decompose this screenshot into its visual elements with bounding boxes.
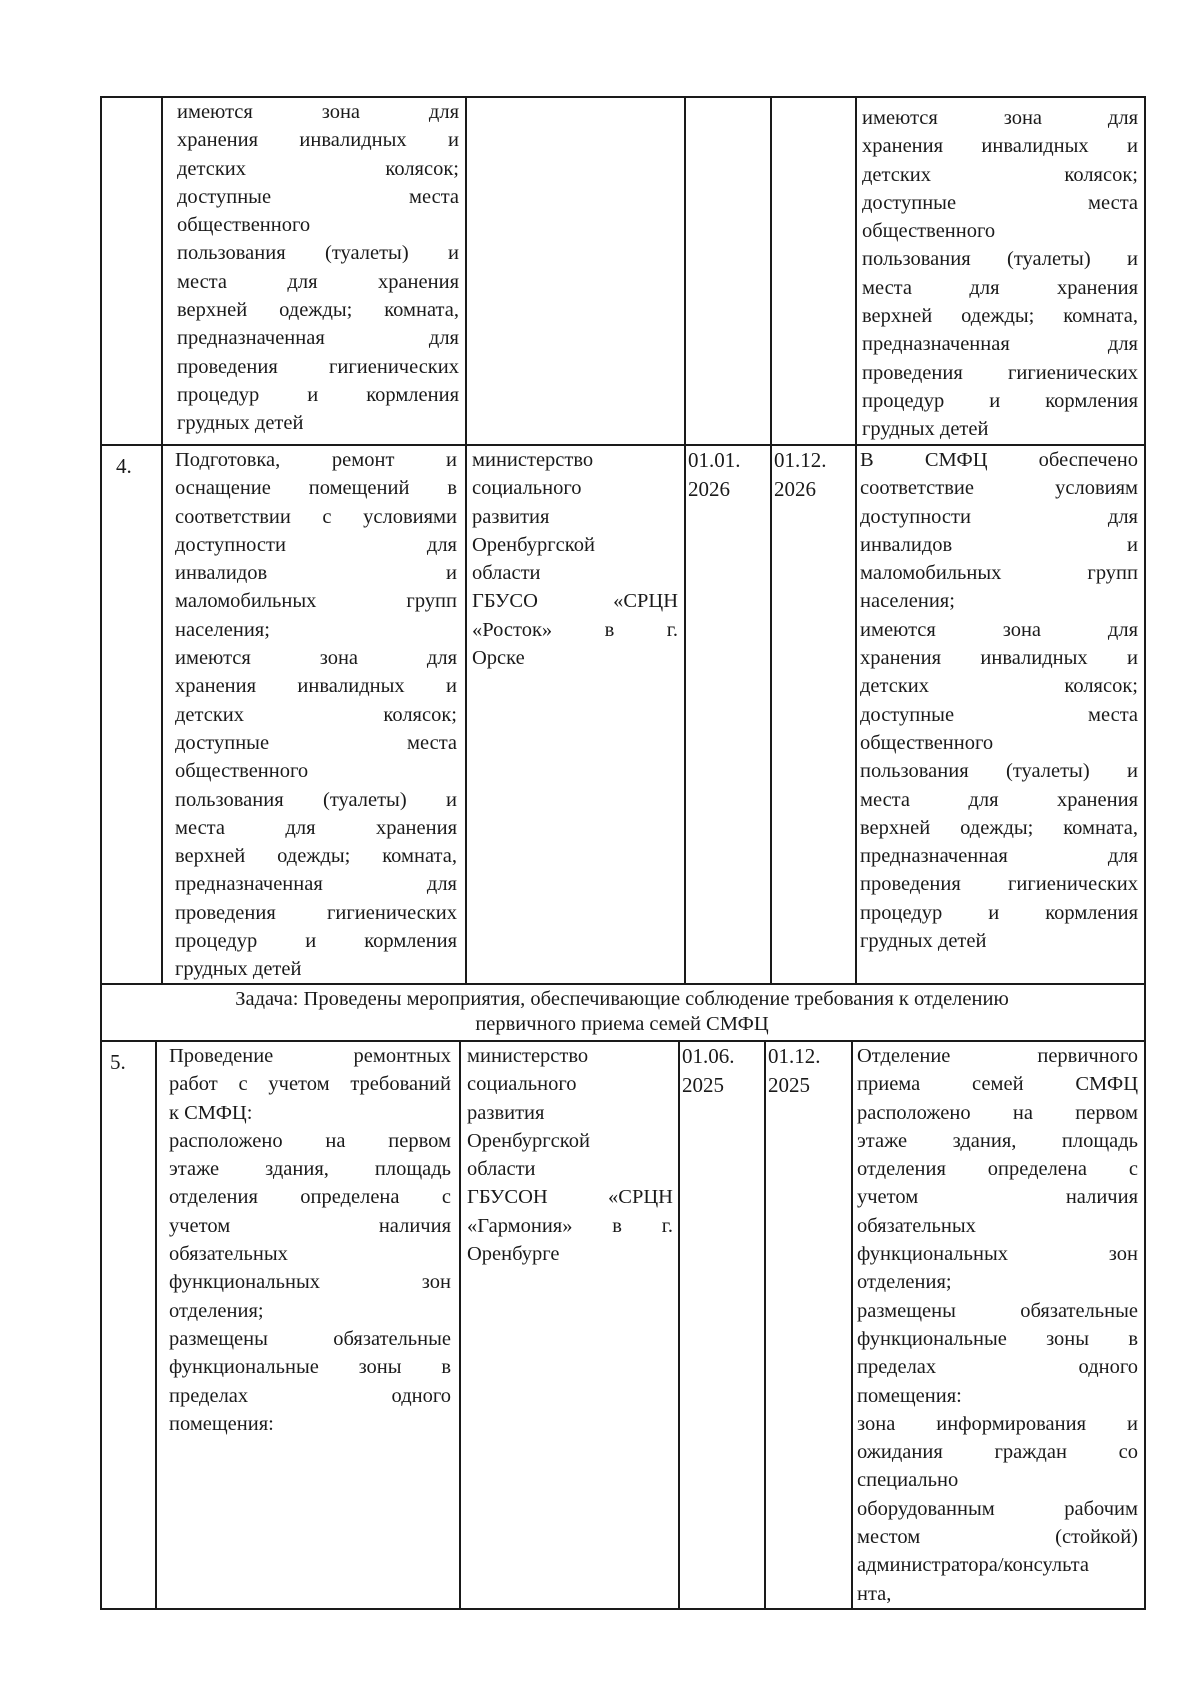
measure-line: детских колясок; bbox=[175, 703, 457, 726]
result-line: пользования (туалеты) и bbox=[860, 760, 1138, 783]
result-line: грудных детей bbox=[862, 418, 989, 441]
measure-line: верхней одежды; комната, bbox=[177, 299, 459, 322]
measure-line: к СМФЦ: bbox=[169, 1101, 253, 1124]
end-date-daymonth: 01.12. bbox=[768, 1044, 821, 1068]
task-heading-line: первичного приема семей СМФЦ bbox=[475, 1013, 769, 1035]
measure-cell-top bbox=[177, 98, 459, 438]
col-line-number-5 bbox=[155, 1040, 157, 1610]
measure-line: отделения определена с bbox=[169, 1186, 451, 1209]
measure-line: учетом наличия bbox=[169, 1214, 451, 1237]
result-line: общественного bbox=[862, 220, 996, 243]
measure-line: процедур и кормления bbox=[177, 383, 459, 406]
result-line: населения; bbox=[860, 590, 955, 613]
row-number-5: 5. bbox=[110, 1050, 126, 1074]
result-line: места для хранения bbox=[860, 788, 1138, 811]
result-line: хранения инвалидных и bbox=[862, 135, 1138, 158]
measure-line: маломобильных групп bbox=[175, 590, 457, 613]
measure-cell-4 bbox=[175, 446, 457, 984]
executor-line: развития bbox=[472, 505, 550, 528]
start-date-daymonth: 01.06. bbox=[682, 1044, 735, 1068]
measure-line: предназначенная для bbox=[175, 873, 457, 896]
result-line: верхней одежды; комната, bbox=[860, 816, 1138, 839]
measure-line: проведения гигиенических bbox=[175, 901, 457, 924]
executor-line: ГБУСОН «СРЦН bbox=[467, 1186, 673, 1209]
result-line: предназначенная для bbox=[860, 845, 1138, 868]
executor-line: Орске bbox=[472, 647, 525, 670]
col-line-measure bbox=[465, 96, 467, 984]
executor-line: «Гармония» в г. bbox=[467, 1214, 673, 1237]
table-bottom-border bbox=[100, 1608, 1146, 1610]
executor-line: Оренбургской bbox=[472, 533, 595, 556]
row-number-4: 4. bbox=[116, 454, 132, 478]
measure-line: помещения: bbox=[169, 1412, 274, 1435]
executor-line: «Росток» в г. bbox=[472, 618, 678, 641]
result-cell-5 bbox=[857, 1042, 1138, 1608]
executor-line: министерство bbox=[472, 449, 594, 471]
measure-line: обязательных bbox=[169, 1243, 288, 1266]
result-line: процедур и кормления bbox=[860, 901, 1138, 924]
executor-line: области bbox=[467, 1158, 536, 1181]
result-line: администратора/консульта bbox=[857, 1554, 1089, 1577]
measure-line: верхней одежды; комната, bbox=[175, 845, 457, 868]
task-heading-line: Задача: Проведены мероприятия, обеспечивающие соблюдение требования к отделению bbox=[235, 988, 1009, 1010]
measure-line: функциональных зон bbox=[169, 1271, 451, 1294]
result-line: ожидания граждан со bbox=[857, 1441, 1138, 1464]
result-line: детских колясок; bbox=[860, 675, 1138, 698]
result-cell-4 bbox=[860, 446, 1138, 955]
col-line-end bbox=[855, 96, 857, 984]
start-date-5 bbox=[682, 1042, 752, 1100]
result-line: доступности для bbox=[860, 505, 1138, 528]
task-heading bbox=[100, 987, 1144, 1037]
col-line-start-5 bbox=[764, 1040, 766, 1610]
measure-line: Проведение ремонтных bbox=[169, 1045, 451, 1067]
measure-line: доступные места bbox=[175, 731, 457, 754]
result-line: пользования (туалеты) и bbox=[862, 248, 1138, 271]
end-date-year: 2026 bbox=[774, 477, 816, 501]
measure-line: расположено на первом bbox=[169, 1129, 451, 1152]
executor-line: Оренбургской bbox=[467, 1129, 590, 1152]
end-date-year: 2025 bbox=[768, 1073, 810, 1097]
result-line: имеются зона для bbox=[862, 107, 1138, 129]
result-line: обязательных bbox=[857, 1214, 976, 1237]
executor-cell-5 bbox=[467, 1042, 673, 1268]
result-line: учетом наличия bbox=[857, 1186, 1138, 1209]
result-line: приема семей СМФЦ bbox=[857, 1073, 1138, 1096]
result-line: хранения инвалидных и bbox=[860, 647, 1138, 670]
result-line: отделения; bbox=[857, 1271, 952, 1294]
measure-line: хранения инвалидных и bbox=[177, 129, 459, 152]
start-date-4 bbox=[688, 446, 758, 504]
result-cell-top bbox=[862, 104, 1138, 444]
result-line: В СМФЦ обеспечено bbox=[860, 449, 1138, 471]
start-date-daymonth: 01.01. bbox=[688, 448, 741, 472]
result-line: проведения гигиенических bbox=[862, 361, 1138, 384]
executor-line: области bbox=[472, 562, 541, 585]
result-line: инвалидов и bbox=[860, 533, 1138, 556]
end-date-daymonth: 01.12. bbox=[774, 448, 827, 472]
result-line: проведения гигиенических bbox=[860, 873, 1138, 896]
result-line: общественного bbox=[860, 731, 994, 754]
measure-line: отделения; bbox=[169, 1299, 264, 1322]
result-line: функциональные зоны в bbox=[857, 1327, 1138, 1350]
measure-line: имеются зона для bbox=[177, 101, 459, 123]
measure-cell-5 bbox=[169, 1042, 451, 1438]
result-line: оборудованным рабочим bbox=[857, 1497, 1138, 1520]
measure-line: доступности для bbox=[175, 533, 457, 556]
executor-cell-4 bbox=[472, 446, 678, 672]
measure-line: предназначенная для bbox=[177, 327, 459, 350]
measure-line: общественного bbox=[177, 214, 311, 237]
result-line: пределах одного bbox=[857, 1356, 1138, 1379]
measure-line: места для хранения bbox=[177, 270, 459, 293]
result-line: процедур и кормления bbox=[862, 389, 1138, 412]
result-line: специально bbox=[857, 1469, 959, 1492]
executor-line: ГБУСО «СРЦН bbox=[472, 590, 678, 613]
measure-line: работ с учетом требований bbox=[169, 1073, 451, 1096]
result-line: этаже здания, площадь bbox=[857, 1129, 1138, 1152]
executor-line: социального bbox=[472, 477, 582, 500]
end-date-4 bbox=[774, 446, 844, 504]
result-line: нта, bbox=[857, 1582, 892, 1605]
col-line-end-5 bbox=[851, 1040, 853, 1610]
result-line: помещения: bbox=[857, 1384, 962, 1407]
result-line: детских колясок; bbox=[862, 163, 1138, 186]
result-line: размещены обязательные bbox=[857, 1299, 1138, 1322]
start-date-year: 2025 bbox=[682, 1073, 724, 1097]
measure-line: хранения инвалидных и bbox=[175, 675, 457, 698]
result-line: имеются зона для bbox=[860, 618, 1138, 641]
col-line-executor bbox=[684, 96, 686, 984]
measure-line: оснащение помещений в bbox=[175, 477, 457, 500]
end-date-5 bbox=[768, 1042, 838, 1100]
result-line: места для хранения bbox=[862, 276, 1138, 299]
result-line: функциональных зон bbox=[857, 1243, 1138, 1266]
measure-line: соответствии с условиями bbox=[175, 505, 457, 528]
result-line: предназначенная для bbox=[862, 333, 1138, 356]
measure-line: этаже здания, площадь bbox=[169, 1158, 451, 1181]
measure-line: доступные места bbox=[177, 185, 459, 208]
measure-line: места для хранения bbox=[175, 816, 457, 839]
col-line-executor-5 bbox=[678, 1040, 680, 1610]
measure-line: имеются зона для bbox=[175, 647, 457, 670]
measure-line: населения; bbox=[175, 618, 270, 641]
measure-line: пределах одного bbox=[169, 1384, 451, 1407]
result-line: отделения определена с bbox=[857, 1158, 1138, 1181]
measure-line: грудных детей bbox=[175, 958, 302, 981]
executor-line: министерство bbox=[467, 1045, 589, 1067]
result-line: Отделение первичного bbox=[857, 1045, 1138, 1067]
measure-line: пользования (туалеты) и bbox=[177, 242, 459, 265]
measure-line: инвалидов и bbox=[175, 562, 457, 585]
result-line: расположено на первом bbox=[857, 1101, 1138, 1124]
result-line: зона информирования и bbox=[857, 1412, 1138, 1435]
measure-line: общественного bbox=[175, 760, 309, 783]
col-line-left bbox=[100, 96, 102, 1610]
measure-line: размещены обязательные bbox=[169, 1327, 451, 1350]
measure-line: пользования (туалеты) и bbox=[175, 788, 457, 811]
start-date-year: 2026 bbox=[688, 477, 730, 501]
result-line: грудных детей bbox=[860, 930, 987, 953]
col-line-right bbox=[1144, 96, 1146, 1610]
result-line: маломобильных групп bbox=[860, 562, 1138, 585]
measure-line: детских колясок; bbox=[177, 157, 459, 180]
measure-line: процедур и кормления bbox=[175, 930, 457, 953]
measure-line: Подготовка, ремонт и bbox=[175, 449, 457, 471]
col-line-measure-5 bbox=[459, 1040, 461, 1610]
measure-line: проведения гигиенических bbox=[177, 355, 459, 378]
executor-line: социального bbox=[467, 1073, 577, 1096]
executor-line: Оренбурге bbox=[467, 1243, 560, 1266]
executor-line: развития bbox=[467, 1101, 545, 1124]
col-line-number bbox=[161, 96, 163, 984]
result-line: верхней одежды; комната, bbox=[862, 305, 1138, 328]
result-line: доступные места bbox=[862, 191, 1138, 214]
result-line: соответствие условиям bbox=[860, 477, 1138, 500]
col-line-start bbox=[770, 96, 772, 984]
measure-line: грудных детей bbox=[177, 412, 304, 435]
result-line: местом (стойкой) bbox=[857, 1526, 1138, 1549]
measure-line: функциональные зоны в bbox=[169, 1356, 451, 1379]
result-line: доступные места bbox=[860, 703, 1138, 726]
